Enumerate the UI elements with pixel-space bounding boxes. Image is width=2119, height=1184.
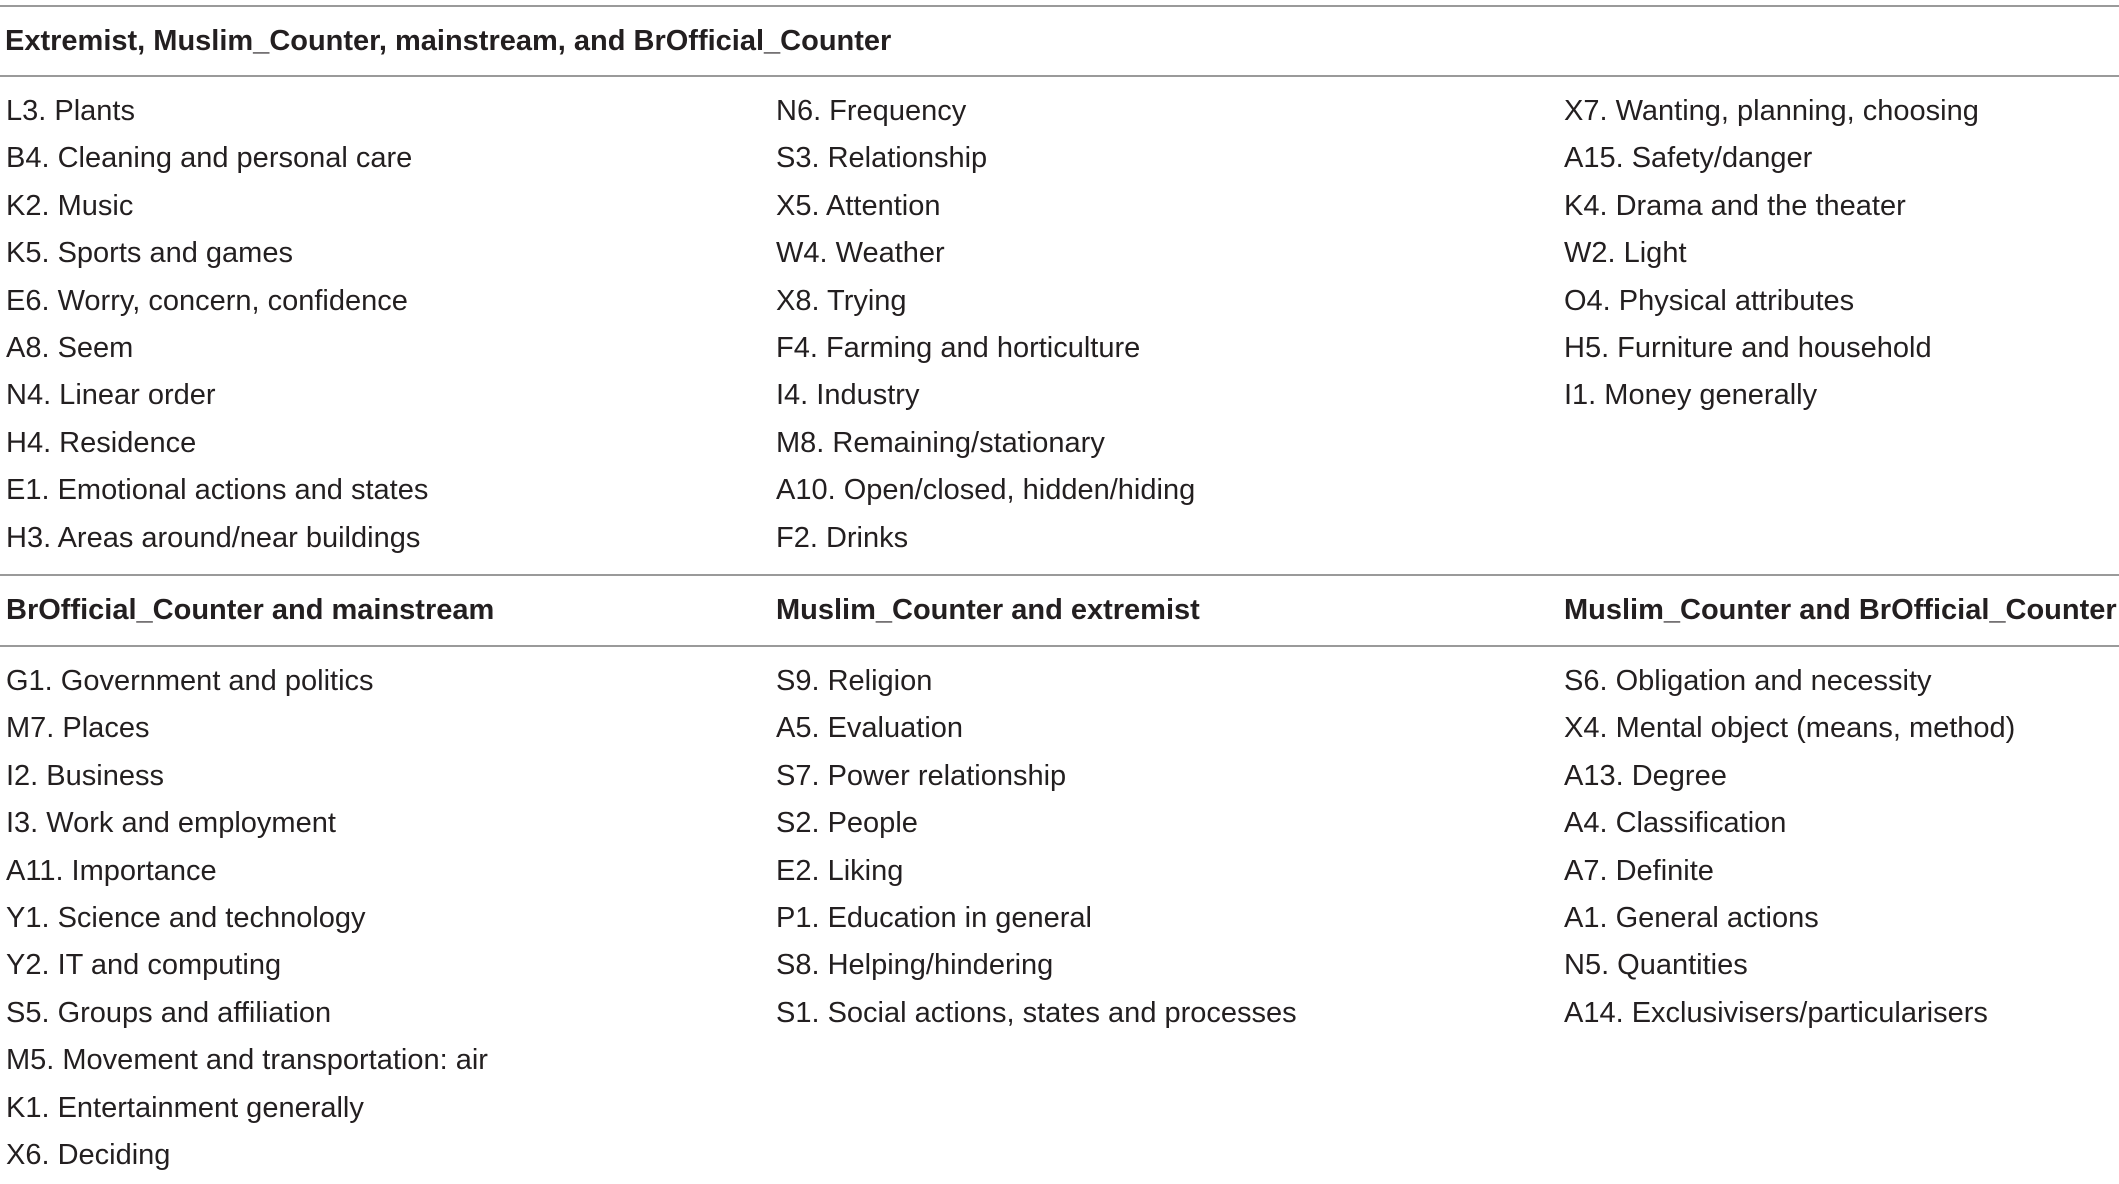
top-header-rule: [0, 75, 2119, 77]
bottom-column-2: [776, 663, 1297, 1042]
list-item: A13. Degree: [1564, 759, 1727, 792]
list-item: A7. Definite: [1564, 854, 1714, 887]
list-item: B4. Cleaning and personal care: [6, 142, 413, 175]
bottom-header-rule: [0, 645, 2119, 647]
list-item: N6. Frequency: [776, 95, 967, 127]
list-item: S2. People: [776, 807, 918, 840]
bottom-column-3: [1564, 663, 2015, 1042]
list-item: I3. Work and employment: [6, 807, 336, 840]
list-item: L3. Plants: [6, 95, 135, 127]
list-item: I4. Industry: [776, 379, 920, 412]
list-item: X4. Mental object (means, method): [1564, 712, 2016, 745]
list-item: X7. Wanting, planning, choosing: [1564, 95, 1979, 127]
list-item: S9. Religion: [776, 665, 933, 697]
list-item: A1. General actions: [1564, 901, 1819, 934]
list-item: Y2. IT and computing: [6, 949, 282, 982]
list-item: H3. Areas around/near buildings: [6, 521, 421, 554]
list-item: A11. Importance: [6, 854, 217, 887]
bottom-column-1: [6, 663, 488, 1184]
list-item: K2. Music: [6, 189, 134, 222]
list-item: P1. Education in general: [776, 901, 1092, 934]
list-item: H4. Residence: [6, 426, 197, 459]
list-item: A15. Safety/danger: [1564, 142, 1813, 175]
list-item: K1. Entertainment generally: [6, 1091, 364, 1124]
list-item: I1. Money generally: [1564, 379, 1818, 412]
list-item: A5. Evaluation: [776, 712, 964, 745]
list-item: F4. Farming and horticulture: [776, 331, 1141, 364]
section-divider-rule: [0, 574, 2119, 576]
list-item: G1. Government and politics: [6, 665, 374, 697]
list-item: X5. Attention: [776, 189, 941, 222]
top-column-3: [1564, 93, 1979, 425]
top-section-header: Extremist, Muslim_Counter, mainstream, and BrOfficial_Counter: [5, 25, 892, 57]
list-item: E2. Liking: [776, 854, 904, 887]
list-item: S8. Helping/hindering: [776, 949, 1054, 982]
list-item: S1. Social actions, states and processes: [776, 996, 1297, 1029]
bottom-header-1: BrOfficial_Counter and mainstream: [6, 594, 495, 626]
list-item: M5. Movement and transportation: air: [6, 1044, 488, 1077]
list-item: H5. Furniture and household: [1564, 331, 1932, 364]
list-item: E1. Emotional actions and states: [6, 474, 429, 507]
list-item: F2. Drinks: [776, 521, 909, 554]
list-item: Y1. Science and technology: [6, 901, 366, 934]
list-item: S5. Groups and affiliation: [6, 996, 332, 1029]
list-item: E6. Worry, concern, confidence: [6, 284, 408, 317]
list-item: A14. Exclusivisers/particularisers: [1564, 996, 1988, 1029]
top-column-2: [776, 93, 1195, 567]
list-item: K4. Drama and the theater: [1564, 189, 1906, 222]
list-item: M7. Places: [6, 712, 150, 745]
list-item: A8. Seem: [6, 331, 134, 364]
list-item: A10. Open/closed, hidden/hiding: [776, 474, 1196, 507]
list-item: S7. Power relationship: [776, 759, 1067, 792]
table-top-rule: [0, 5, 2119, 7]
list-item: O4. Physical attributes: [1564, 284, 1855, 317]
list-item: M8. Remaining/stationary: [776, 426, 1105, 459]
list-item: I2. Business: [6, 759, 164, 792]
list-item: N5. Quantities: [1564, 949, 1748, 982]
list-item: N4. Linear order: [6, 379, 216, 412]
list-item: K5. Sports and games: [6, 237, 293, 270]
top-column-1: [6, 93, 428, 567]
list-item: A4. Classification: [1564, 807, 1787, 840]
bottom-header-2: Muslim_Counter and extremist: [776, 594, 1200, 626]
list-item: X6. Deciding: [6, 1138, 171, 1171]
list-item: S6. Obligation and necessity: [1564, 665, 1932, 697]
list-item: W4. Weather: [776, 237, 945, 270]
list-item: X8. Trying: [776, 284, 907, 317]
bottom-header-3: Muslim_Counter and BrOfficial_Counter: [1564, 594, 2117, 626]
list-item: W2. Light: [1564, 237, 1687, 270]
list-item: S3. Relationship: [776, 142, 988, 175]
